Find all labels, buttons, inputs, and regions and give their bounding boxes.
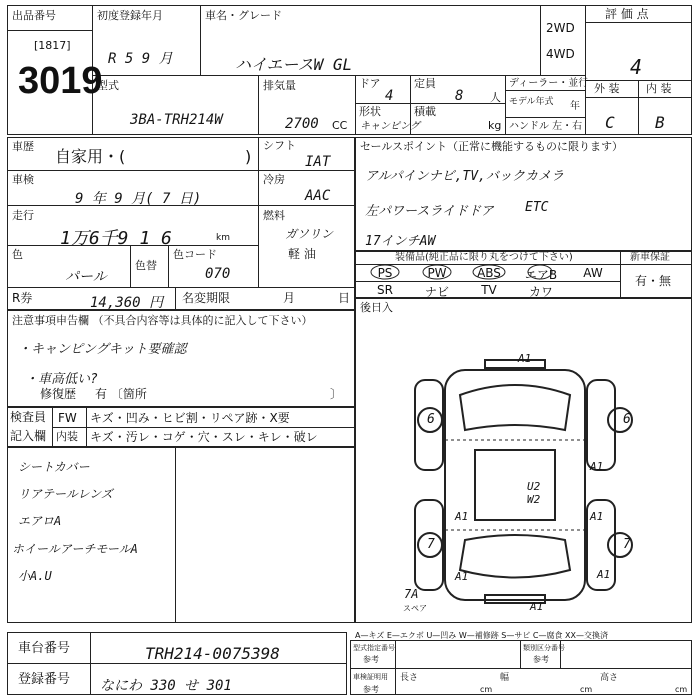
shift-label: シフト (263, 139, 296, 152)
inspector-line1: シートカバー (18, 460, 90, 474)
inspection-value: 9 年 9 月( 7 日) (75, 191, 202, 207)
ac-label: 冷房 (263, 173, 285, 186)
fuel-value2: 軽 油 (288, 247, 316, 261)
equip-tv: TV (481, 283, 497, 297)
mark-7-right: 7 (623, 537, 631, 552)
history-value: 自家用・( (55, 147, 126, 166)
mark-spare-label: スペア (403, 604, 427, 613)
name-change-label: 名変期限 (182, 291, 231, 305)
score-label: 評 価 点 (605, 7, 649, 21)
inspector-line3: エアロA (18, 514, 62, 528)
inspector-label1: 検査員 (10, 410, 47, 424)
size-label: 車検証明用 (353, 673, 388, 681)
mark-left-door: A1 (455, 510, 469, 523)
displacement-value: 2700 (285, 116, 319, 132)
mark-right-rear: A1 (597, 568, 611, 581)
mark-7-left: 7 (427, 537, 435, 552)
damage-legend: A—キズ E—エクボ U—凹み W—補修跡 S—サビ C—腐食 XX—交換済 (355, 631, 609, 640)
score-value: 4 (630, 55, 643, 79)
equip-abs: ABS (477, 266, 501, 280)
mileage-label: 走行 (12, 209, 34, 222)
equip-pw: PW (427, 266, 447, 280)
interior-value: B (655, 113, 665, 132)
equip-aw: AW (583, 266, 603, 280)
capacity-label: 定員 (414, 77, 436, 90)
mark-left-rear: A1 (455, 570, 469, 583)
recycle-value: 14,360 円 (90, 295, 164, 311)
cert-label: 型式指定番号 (353, 644, 395, 652)
equip-leather: カワ (528, 285, 553, 299)
notes-line2: ・車高低い? (25, 372, 98, 387)
notes-line1: ・キャンピングキット要確認 (18, 342, 187, 357)
color-code-value: 070 (205, 266, 231, 282)
int-label: 内装 (56, 430, 78, 443)
mark-roof-u2: U2 (527, 480, 541, 493)
interior-label: 内 装 (646, 82, 672, 95)
length-cm: cm (480, 685, 493, 694)
first-reg-label: 初度登録年月 (97, 9, 163, 22)
size-sub: 参考 (363, 685, 379, 694)
chassis-value: TRH214-0075398 (145, 644, 280, 663)
repair-label: 修復歴 (40, 387, 77, 401)
exterior-label: 外 装 (594, 82, 620, 95)
color-change-label: 色替 (135, 259, 157, 272)
equip-airbag: エアB (524, 268, 558, 282)
inspector-line2: リアテールレンズ (18, 487, 113, 501)
exterior-value: C (605, 113, 615, 132)
width-cm: cm (580, 685, 593, 694)
lot-no: 3019 (18, 60, 103, 102)
mark-rear: A1 (530, 600, 544, 613)
sales-item-1: アルパインナビ,TV,バックカメラ (365, 169, 564, 184)
dealer-label: ディーラー・並行 (509, 78, 589, 89)
height-label: 高さ (600, 673, 619, 683)
name-value: ハイエースW GL (235, 55, 353, 74)
class-sub: 参考 (533, 655, 549, 664)
first-reg-value: R 5 9 月 (108, 51, 173, 67)
new-car-value: 有・無 (635, 274, 672, 288)
displacement-unit: CC (332, 119, 348, 132)
ac-value: AAC (305, 188, 331, 204)
model-year-unit: 年 (570, 101, 580, 112)
model-value: 3BA-TRH214W (130, 112, 223, 128)
load-unit: kg (488, 119, 502, 132)
load-label: 積載 (414, 105, 436, 118)
equip-navi: ナビ (424, 285, 449, 299)
class-label: 類別区分番号 (523, 644, 565, 652)
inspection-label: 車検 (12, 173, 34, 186)
new-car-label: 新車保証 (630, 252, 670, 263)
mark-right-door: A1 (590, 460, 604, 473)
capacity-unit: 人 (490, 91, 501, 104)
repair-value: 有 〔箇所 (95, 387, 147, 401)
name-label: 車名・グレード (205, 9, 282, 22)
mark-right-slide: A1 (590, 510, 604, 523)
sales-item-2: 左パワースライドドア (365, 204, 494, 219)
lot-no-label: 出品番号 (12, 9, 56, 22)
repair-close: 〕 (330, 387, 343, 401)
inspector-label2: 記入欄 (10, 429, 47, 443)
reg-label: 登録番号 (18, 672, 71, 687)
history-close: ) (245, 147, 252, 166)
sales-item-4: 17インチAW (365, 234, 436, 249)
length-label: 長さ (400, 673, 419, 683)
mileage-value: 1万6千9 1 6 (60, 228, 172, 249)
width-label: 幅 (500, 673, 510, 683)
model-label: 型式 (97, 79, 119, 92)
notes-label: 注意事項申告欄 （不具合内容等は具体的に記入して下さい） (12, 314, 313, 327)
mark-6-left: 6 (427, 412, 435, 427)
color-value: パール (65, 269, 107, 285)
handle-label: ハンドル 左・右 (509, 121, 583, 132)
door-label: ドア (359, 77, 381, 90)
door-value: 4 (385, 88, 394, 104)
fw-label: FW (58, 411, 77, 425)
name-change-day: 日 (338, 291, 351, 305)
equip-ps: PS (377, 266, 393, 280)
sales-item-3: ETC (525, 200, 549, 215)
sales-label: セールスポイント（正常に機能するものに限ります） (360, 140, 624, 153)
fuel-label: 燃料 (263, 209, 285, 222)
equip-sr: SR (377, 283, 393, 297)
drive-2wd[interactable]: 2WD (546, 21, 575, 35)
mark-spare: 7A (404, 587, 419, 601)
recycle-label: R券 (12, 291, 33, 305)
inspector-line4: ホイールアーチモールA (12, 542, 138, 556)
shape-label: 形状 (359, 105, 381, 118)
fw-text: キズ・凹み・ヒビ割・リペア跡・X要 (90, 411, 290, 425)
reg-value: なにわ 330 せ 301 (100, 678, 232, 694)
color-label: 色 (12, 248, 23, 261)
fuel-value: ガソリン (285, 227, 334, 241)
equipment-label: 装備品(純正品に限り丸をつけて下さい) (395, 252, 573, 263)
name-change-month: 月 (283, 291, 296, 305)
displacement-label: 排気量 (263, 79, 296, 92)
history-label: 車歴 (12, 140, 34, 153)
color-code-label: 色コード (173, 248, 217, 261)
shape-value: キャンピング (360, 121, 420, 132)
lot-no-small: [1817] (34, 39, 71, 52)
inspector-line5: 小A.U (18, 569, 52, 583)
chassis-label: 車台番号 (18, 641, 71, 656)
shift-value: IAT (305, 154, 331, 170)
capacity-value: 8 (455, 88, 464, 104)
mark-roof-w2: W2 (527, 493, 541, 506)
mileage-unit: km (216, 233, 230, 243)
mark-6-right: 6 (623, 412, 631, 427)
int-text: キズ・汚レ・コゲ・穴・スレ・キレ・破レ (90, 430, 318, 444)
cert-sub: 参考 (363, 655, 379, 664)
model-year-label: モデル年式 (509, 97, 554, 107)
mark-front: A1 (518, 352, 532, 365)
back-label: 後日入 (360, 301, 393, 314)
height-cm: cm (675, 685, 688, 694)
drive-4wd[interactable]: 4WD (546, 47, 575, 61)
